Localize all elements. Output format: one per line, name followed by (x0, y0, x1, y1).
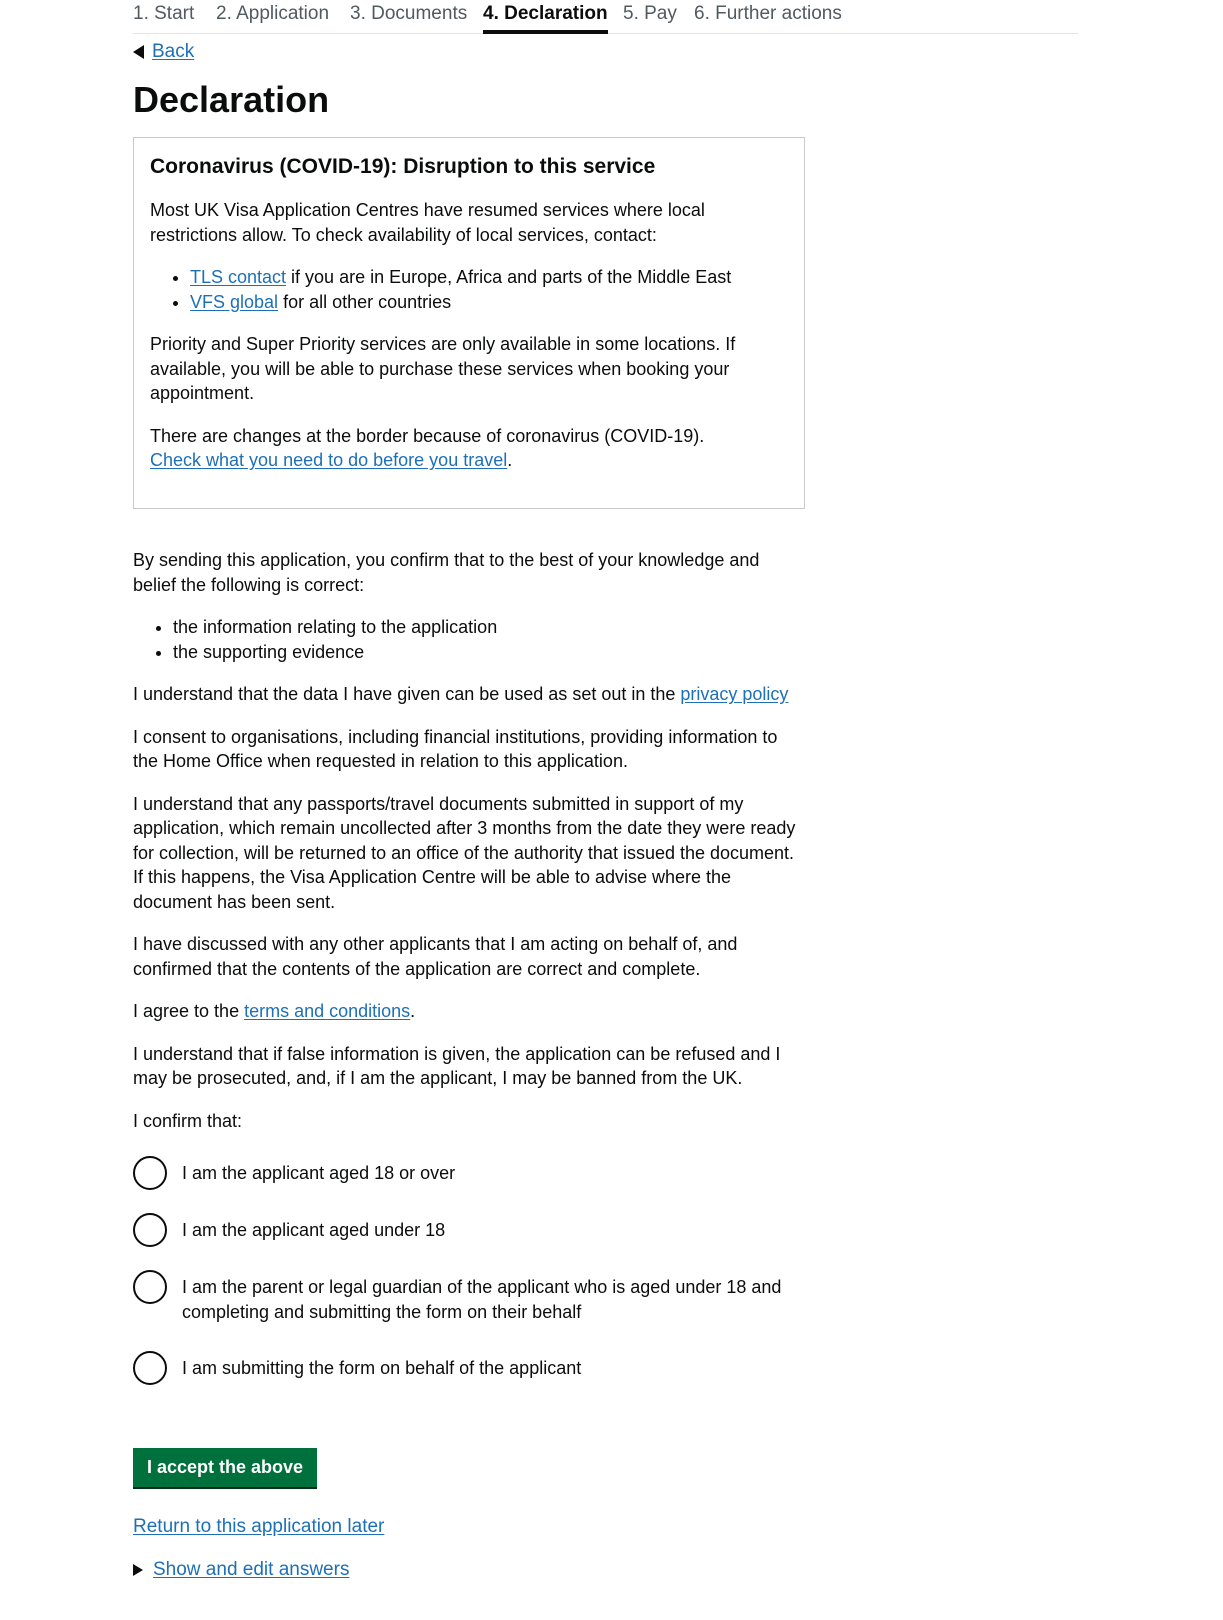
expand-arrow-icon (133, 1564, 143, 1576)
list-item-text: for all other countries (278, 291, 452, 312)
privacy-paragraph (133, 682, 805, 707)
radio-on-behalf[interactable] (133, 1351, 782, 1385)
radio-button[interactable] (133, 1270, 167, 1304)
back-link[interactable] (133, 41, 194, 63)
terms-link[interactable]: terms and conditions (244, 1001, 411, 1021)
privacy-policy-link[interactable]: privacy policy (680, 684, 789, 704)
border-end: . (507, 450, 513, 470)
radio-label[interactable]: I am the applicant aged under 18 (182, 1220, 446, 1240)
radio-button[interactable] (133, 1213, 167, 1247)
step-documents[interactable]: 3. Documents (350, 3, 468, 24)
notice-priority: Priority and Super Priority services are only available in some locations. If available, you will be able to purchase these services when booking your appointment. (150, 334, 736, 403)
terms-end: . (410, 1001, 416, 1021)
notice-intro: Most UK Visa Application Centres have resumed services where local restrictions allow. To check availability of local services, contact: (150, 200, 705, 245)
radio-label[interactable]: I am submitting the form on behalf of the applicant (182, 1358, 582, 1378)
return-later-link[interactable]: Return to this application later (133, 1516, 385, 1537)
notice-border (150, 424, 750, 473)
list-item (190, 265, 788, 290)
radio-label[interactable]: I am the applicant aged 18 or over (182, 1163, 456, 1183)
back-link-label[interactable]: Back (152, 41, 195, 62)
radio-button[interactable] (133, 1156, 167, 1190)
privacy-text: I understand that the data I have given can be used as set out in the (133, 684, 681, 704)
radio-label[interactable]: I am the parent or legal guardian of the applicant who is aged under 18 and completing and submitting the form on their behalf (182, 1277, 782, 1322)
false-info-paragraph: I understand that if false information is given, the application can be refused and I may be prosecuted, and, if I am the applicant, I may be banned from the UK. (133, 1043, 781, 1088)
step-application[interactable]: 2. Application (216, 3, 330, 24)
list-item: • the supporting evidence (173, 640, 805, 665)
covid-notice (133, 137, 805, 509)
declaration-bullets (133, 615, 805, 664)
page-title: Declaration (133, 79, 330, 120)
show-edit-answers-link[interactable]: Show and edit answers (153, 1559, 350, 1580)
step-pay: 5. Pay (623, 3, 677, 24)
terms-paragraph (133, 999, 805, 1024)
check-travel-link[interactable]: Check what you need to do before you travel (150, 450, 508, 470)
step-declaration: 4. Declaration (483, 3, 608, 24)
notice-heading: Coronavirus (COVID-19): Disruption to this service (150, 155, 656, 178)
terms-text: I agree to the (133, 1001, 245, 1021)
tls-contact-link[interactable]: TLS contact (190, 267, 287, 287)
step-start[interactable]: 1. Start (133, 3, 195, 24)
list-item (190, 290, 788, 315)
confirm-label: I confirm that: (133, 1110, 243, 1131)
page-container (133, 0, 1078, 1580)
step-navigation (133, 0, 1078, 34)
back-arrow-icon (133, 45, 144, 59)
radio-applicant-under-18[interactable] (133, 1213, 782, 1247)
list-item-text: if you are in Europe, Africa and parts of the Middle East (286, 267, 732, 287)
step-further-actions: 6. Further actions (694, 3, 842, 24)
accept-button[interactable]: I accept the above (133, 1448, 317, 1487)
radio-applicant-18-plus[interactable] (133, 1156, 782, 1190)
radio-button[interactable] (133, 1351, 167, 1385)
list-item: • the information relating to the application (173, 615, 805, 640)
contact-list (150, 265, 788, 314)
declaration-intro: By sending this application, you confirm that to the best of your knowledge and belief the following is correct: (133, 550, 760, 595)
declaration-text (133, 548, 805, 1151)
border-text: There are changes at the border because of coronavirus (COVID-19). (150, 425, 705, 446)
radio-parent-guardian[interactable] (133, 1270, 782, 1324)
discussed-paragraph: I have discussed with any other applicants that I am acting on behalf of, and confirmed that the contents of the application are correct and complete. (133, 934, 738, 979)
show-edit-toggle[interactable] (133, 1559, 349, 1581)
passports-paragraph: I understand that any passports/travel documents submitted in support of my application, which remain uncollected after 3 months from the date they were ready for collection, will be returned to an office of the authority that issued the document. If this happens, the Visa Application Centre will be able to advise where the document has been sent. (133, 793, 796, 912)
consent-paragraph: I consent to organisations, including financial institutions, providing information to the Home Office when requested in relation to this application. (133, 726, 778, 771)
vfs-global-link[interactable]: VFS global (190, 291, 279, 312)
